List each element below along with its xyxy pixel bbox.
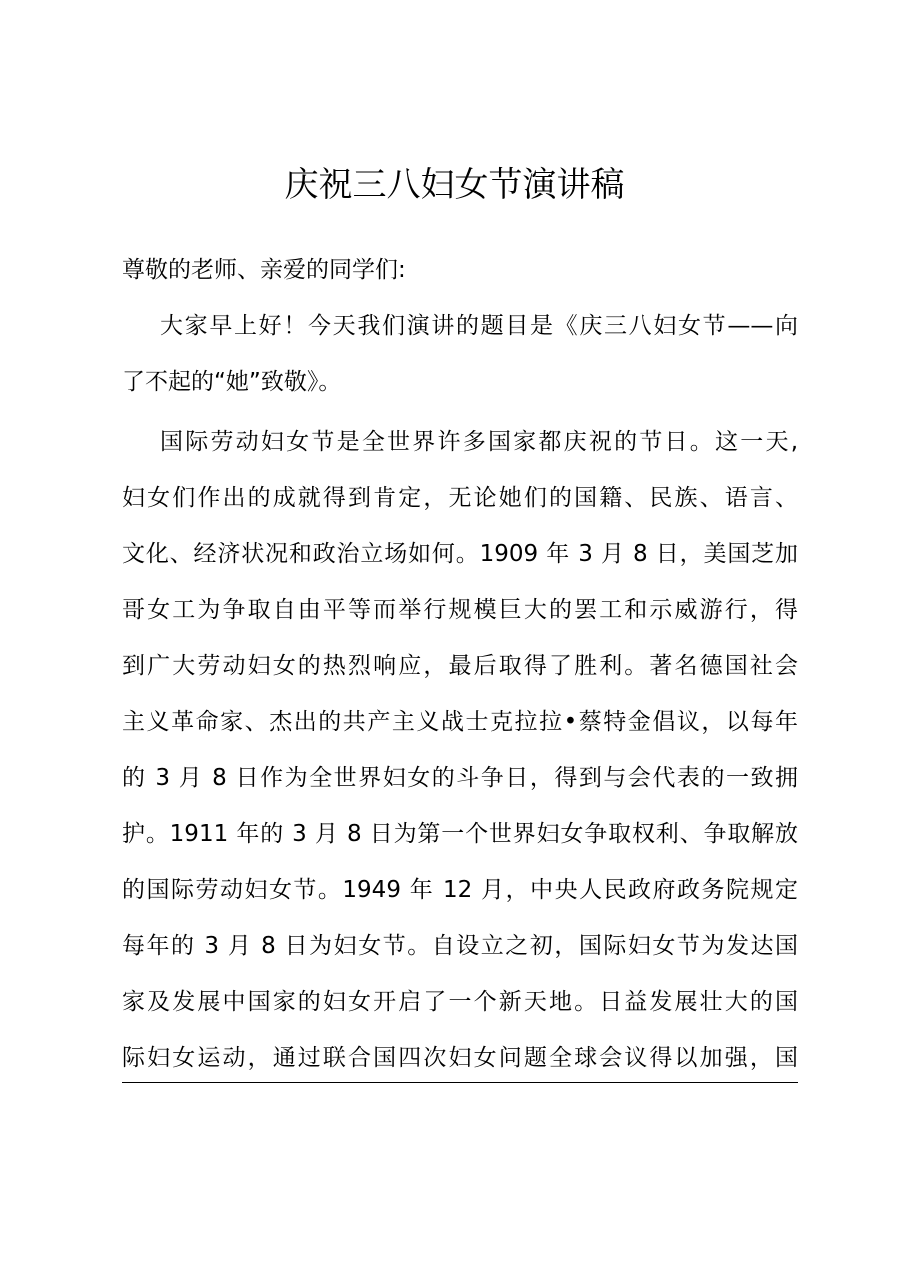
paragraph-2-line-8: 护。1911 年的 3 月 8 日为第一个世界妇女争取权利、争取解放 [122, 821, 798, 847]
paragraph-2-line-10: 每年的 3 月 8 日为妇女节。自设立之初，国际妇女节为发达国 [122, 933, 798, 959]
paragraph-1-line-1: 大家早上好！今天我们演讲的题目是《庆三八妇女节——向 [160, 313, 798, 339]
paragraph-2-line-11: 家及发展中国家的妇女开启了一个新天地。日益发展壮大的国 [122, 989, 798, 1015]
paragraph-2-line-3: 文化、经济状况和政治立场如何。1909 年 3 月 8 日，美国芝加 [122, 541, 798, 567]
paragraph-2-line-1: 国际劳动妇女节是全世界许多国家都庆祝的节日。这一天, [160, 429, 798, 455]
paragraph-2-line-7: 的 3 月 8 日作为全世界妇女的斗争日，得到与会代表的一致拥 [122, 765, 798, 791]
paragraph-2-line-12: 际妇女运动，通过联合国四次妇女问题全球会议得以加强，国 [122, 1045, 798, 1071]
footer-divider [122, 1082, 798, 1083]
paragraph-2-line-6: 主义革命家、杰出的共产主义战士克拉拉•蔡特金倡议，以每年 [122, 709, 798, 735]
document-title: 庆祝三八妇女节演讲稿 [284, 165, 625, 205]
paragraph-2-line-9: 的国际劳动妇女节。1949 年 12 月，中央人民政府政务院规定 [122, 877, 798, 903]
paragraph-1-line-2: 了不起的“她”致敬》。 [122, 369, 342, 395]
paragraph-2-line-2: 妇女们作出的成就得到肯定，无论她们的国籍、民族、语言、 [122, 485, 798, 511]
salutation: 尊敬的老师、亲爱的同学们: [122, 257, 406, 283]
paragraph-2-line-4: 哥女工为争取自由平等而举行规模巨大的罢工和示威游行，得 [122, 597, 798, 623]
paragraph-2-line-5: 到广大劳动妇女的热烈响应，最后取得了胜利。著名德国社会 [122, 653, 798, 679]
